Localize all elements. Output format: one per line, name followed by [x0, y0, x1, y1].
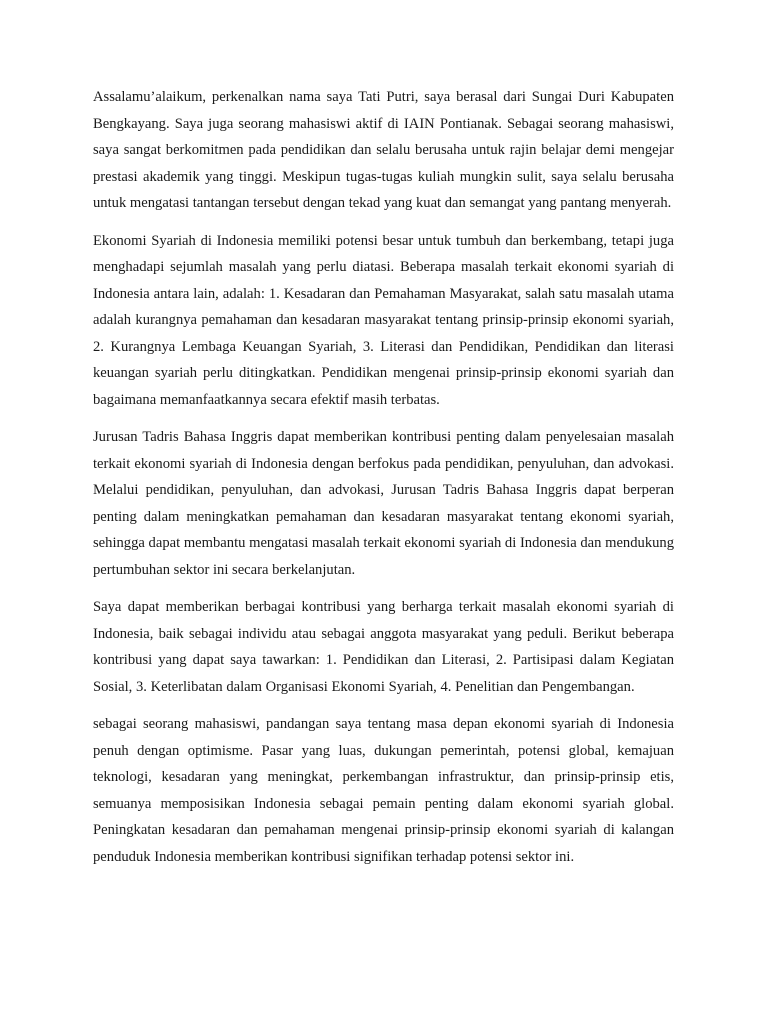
paragraph-problems: Ekonomi Syariah di Indonesia memiliki potensi besar untuk tumbuh dan berkembang, tetapi juga menghadapi sejumlah masalah yang perlu diatasi. Beberapa masalah terkait ekonomi syariah di Indonesia antara lain, adalah: 1. Kesadaran dan Pemahaman Masyarakat, salah satu masalah utama adalah kurangnya pemahaman dan kesadaran masyarakat tentang prinsip-prinsip ekonomi syariah, 2. Kurangnya Lembaga Keuangan Syariah, 3. Literasi dan Pendidikan, Pendidikan dan literasi keuangan syariah perlu ditingkatkan. Pendidikan mengenai prinsip-prinsip ekonomi syariah dan bagaimana memanfaatkannya secara efektif masih terbatas. — [93, 232, 674, 408]
paragraph-introduction: Assalamu’alaikum, perkenalkan nama saya Tati Putri, saya berasal dari Sungai Duri Kabupaten Bengkayang. Saya juga seorang mahasiswi aktif di IAIN Pontianak. Sebagai seorang mahasiswi, saya sangat berkomitmen pada pendidikan dan selalu berusaha untuk rajin belajar demi mengejar prestasi akademik yang tinggi. Meskipun tugas-tugas kuliah mungkin sulit, saya selalu berusaha untuk mengatasi tantangan tersebut dengan tekad yang kuat dan semangat yang pantang menyerah. — [93, 89, 674, 211]
document-body — [93, 84, 674, 881]
paragraph-personal-contribution: Saya dapat memberikan berbagai kontribusi yang berharga terkait masalah ekonomi syariah di Indonesia, baik sebagai individu atau sebagai anggota masyarakat yang peduli. Berikut beberapa kontribusi yang dapat saya tawarkan: 1. Pendidikan dan Literasi, 2. Partisipasi dalam Kegiatan Sosial, 3. Keterlibatan dalam Organisasi Ekonomi Syariah, 4. Penelitian dan Pengembangan. — [93, 599, 674, 695]
paragraph-future-outlook: sebagai seorang mahasiswi, pandangan saya tentang masa depan ekonomi syariah di Indonesia penuh dengan optimisme. Pasar yang luas, dukungan pemerintah, potensi global, kemajuan teknologi, kesadaran yang meningkat, perkembangan infrastruktur, dan prinsip-prinsip etis, semuanya memposisikan Indonesia sebagai pemain penting dalam ekonomi syariah global. Peningkatan kesadaran dan pemahaman mengenai prinsip-prinsip ekonomi syariah di kalangan penduduk Indonesia memberikan kontribusi signifikan terhadap potensi sektor ini. — [93, 716, 674, 865]
paragraph-department-contribution: Jurusan Tadris Bahasa Inggris dapat memberikan kontribusi penting dalam penyelesaian masalah terkait ekonomi syariah di Indonesia dengan berfokus pada pendidikan, penyuluhan, dan advokasi. Melalui pendidikan, penyuluhan, dan advokasi, Jurusan Tadris Bahasa Inggris dapat berperan penting dalam meningkatkan pemahaman dan kesadaran masyarakat tentang ekonomi syariah, sehingga dapat membantu mengatasi masalah terkait ekonomi syariah di Indonesia dan mendukung pertumbuhan sektor ini secara berkelanjutan. — [93, 429, 674, 578]
